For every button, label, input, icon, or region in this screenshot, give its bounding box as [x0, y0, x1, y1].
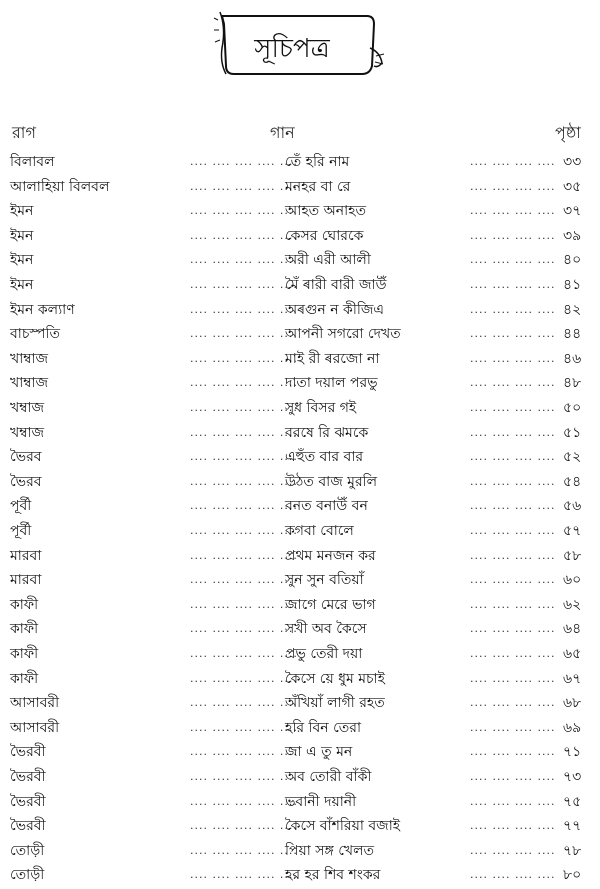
- page-number: ৬২: [563, 596, 582, 613]
- leader-dots: .... .... .... .... ....: [190, 597, 298, 611]
- column-header-page: পৃষ্ঠা: [555, 123, 581, 142]
- list-item: [0, 347, 600, 371]
- raga-name: আসাবরী: [10, 695, 60, 712]
- leader-dots: .... .... .... ....: [470, 228, 556, 242]
- leader-dots: .... .... .... .... ....: [190, 770, 298, 783]
- page-number: ৭৩: [563, 769, 582, 785]
- song-title: তেঁ হরি নাম: [285, 154, 350, 170]
- raga-name: কাফী: [10, 596, 39, 613]
- list-item: [0, 421, 600, 445]
- raga-name: ইমন: [10, 252, 34, 269]
- leader-dots: .... .... .... .... ....: [190, 794, 298, 808]
- list-item: [0, 470, 600, 494]
- song-title: সুধ বিসর গই: [285, 400, 357, 416]
- page-number: ৪৮: [563, 375, 582, 392]
- title-frame: [212, 8, 382, 78]
- list-item: [0, 716, 600, 740]
- list-item: [0, 175, 600, 199]
- raga-name: খাম্বাজ: [10, 350, 49, 367]
- leader-dots: .... .... .... .... ....: [190, 179, 298, 193]
- list-item: [0, 593, 600, 617]
- page-number: ৬৫: [563, 646, 582, 662]
- song-title: দাতা দয়াল পরভু: [285, 375, 378, 392]
- leader-dots: .... .... .... ....: [470, 720, 556, 734]
- page-number: ৬৭: [563, 670, 582, 687]
- raga-name: আলাহিয়া বিলবল: [10, 178, 110, 195]
- song-title: আপনী সগরো দেখত: [285, 326, 401, 343]
- list-item: [0, 863, 600, 887]
- raga-name: মারবা: [10, 572, 42, 589]
- page-number: ৪৬: [563, 350, 582, 367]
- raga-name: ভৈরব: [10, 473, 42, 490]
- leader-dots: .... .... .... ....: [470, 425, 556, 439]
- song-title: হরি বিন তেরা: [285, 719, 362, 736]
- list-item: [0, 814, 600, 838]
- page-number: ৪০: [563, 252, 582, 269]
- leader-dots: .... .... .... ....: [470, 548, 556, 562]
- leader-dots: .... .... .... .... ....: [190, 376, 298, 390]
- leader-dots: .... .... .... ....: [470, 819, 556, 833]
- raga-name: আসাবরী: [10, 719, 60, 736]
- leader-dots: .... .... .... ....: [470, 450, 556, 464]
- leader-dots: .... .... .... ....: [470, 696, 556, 710]
- leader-dots: .... .... .... ....: [470, 647, 556, 660]
- leader-dots: .... .... .... ....: [470, 671, 556, 685]
- list-item: [0, 790, 600, 814]
- page-number: ৫২: [563, 449, 582, 466]
- song-title: অঁখিয়াঁ লাগী রহত: [285, 695, 385, 712]
- list-item: [0, 199, 600, 223]
- list-item: [0, 667, 600, 691]
- page-number: ৭১: [563, 744, 582, 761]
- song-title: জা এ তু মন: [285, 744, 353, 761]
- leader-dots: .... .... .... ....: [470, 351, 556, 365]
- leader-dots: .... .... .... ....: [470, 622, 556, 636]
- leader-dots: .... .... .... ....: [470, 843, 556, 857]
- page-title: সূচিপত্র: [254, 34, 330, 64]
- raga-name: ভৈরব: [10, 449, 42, 466]
- list-item: [0, 371, 600, 395]
- column-header-song: গান: [270, 123, 295, 142]
- song-title: বরষে রি ঝমকে: [285, 424, 369, 441]
- song-title: মনহর বা রে: [285, 178, 351, 195]
- page-number: ৫৬: [563, 498, 582, 515]
- leader-dots: .... .... .... .... ....: [190, 622, 298, 636]
- song-title: সখী অব কৈসে: [285, 621, 367, 638]
- page-number: ৪১: [563, 277, 582, 293]
- page-number: ৬৮: [563, 695, 582, 712]
- list-item: [0, 273, 600, 297]
- leader-dots: .... .... .... .... ....: [190, 868, 298, 882]
- song-title: উঠত বাজ মুরলি: [285, 473, 378, 490]
- page-number: ৬৯: [563, 719, 582, 736]
- raga-name: বিলাবল: [10, 154, 55, 170]
- song-title: পিয়া সঙ্গ খেলত: [285, 842, 375, 859]
- list-item: [0, 298, 600, 322]
- leader-dots: .... .... .... ....: [470, 253, 556, 267]
- leader-dots: .... .... .... ....: [470, 499, 556, 513]
- page-number: ৪৪: [563, 326, 582, 343]
- leader-dots: .... .... .... ....: [470, 524, 556, 537]
- raga-name: কাফী: [10, 621, 39, 638]
- song-title: সুন সুন বতিয়াঁ: [285, 572, 364, 589]
- leader-dots: .... .... .... .... ....: [190, 499, 298, 513]
- list-item: [0, 322, 600, 346]
- page-number: ৮০: [563, 867, 582, 884]
- leader-dots: .... .... .... ....: [470, 597, 556, 611]
- list-item: [0, 445, 600, 469]
- leader-dots: .... .... .... .... ....: [190, 474, 298, 488]
- song-title: মৈঁ ৰারী বারী জাউঁ: [285, 277, 387, 293]
- raga-name: ইমন: [10, 227, 34, 244]
- leader-dots: .... .... .... .... ....: [190, 450, 298, 464]
- leader-dots: .... .... .... ....: [470, 794, 556, 808]
- page-number: ৬০: [563, 572, 582, 589]
- leader-dots: .... .... .... .... ....: [190, 745, 298, 759]
- page-number: ৫৭: [563, 523, 582, 539]
- list-item: [0, 740, 600, 764]
- leader-dots: .... .... .... ....: [470, 204, 556, 218]
- column-header-raga: রাগ: [12, 123, 36, 142]
- page-number: ৫৪: [563, 473, 582, 490]
- leader-dots: .... .... .... .... ....: [190, 155, 298, 168]
- page-number: ৭৮: [563, 842, 582, 859]
- leader-dots: .... .... .... ....: [470, 376, 556, 390]
- raga-name: খাম্বাজ: [10, 375, 49, 392]
- song-title: অরী এরী আলী: [285, 252, 371, 269]
- raga-name: ভৈরবী: [10, 818, 46, 835]
- song-title: কেসর ঘোরকে: [285, 227, 364, 244]
- page-number: ৩৩: [563, 154, 582, 170]
- page-number: ৩৭: [563, 203, 582, 220]
- page-number: ৭৭: [563, 818, 582, 835]
- list-item: [0, 691, 600, 715]
- leader-dots: .... .... .... ....: [470, 155, 556, 168]
- list-item: [0, 765, 600, 789]
- leader-dots: .... .... .... .... ....: [190, 548, 298, 562]
- raga-name: ভৈরবী: [10, 744, 46, 761]
- song-title: কৈসে বাঁশরিয়া বজাই: [285, 818, 401, 835]
- leader-dots: .... .... .... .... ....: [190, 204, 298, 218]
- song-title: মাই রী ৰরজো না: [285, 350, 380, 367]
- leader-dots: .... .... .... .... ....: [190, 327, 298, 341]
- leader-dots: .... .... .... .... ....: [190, 647, 298, 660]
- song-title: অৰগুন ন কীজিএ: [285, 301, 385, 318]
- list-item: [0, 839, 600, 863]
- leader-dots: .... .... .... ....: [470, 327, 556, 341]
- leader-dots: .... .... .... .... ....: [190, 671, 298, 685]
- raga-name: ভৈরবী: [10, 793, 46, 810]
- list-item: [0, 568, 600, 592]
- leader-dots: .... .... .... .... ....: [190, 401, 298, 414]
- raga-name: কাফী: [10, 646, 39, 662]
- song-title: হর হর শিব শংকর: [285, 867, 381, 884]
- leader-dots: .... .... .... .... ....: [190, 720, 298, 734]
- list-item: [0, 248, 600, 272]
- list-item: [0, 494, 600, 518]
- leader-dots: .... .... .... ....: [470, 179, 556, 193]
- raga-name: কাফী: [10, 670, 39, 687]
- leader-dots: .... .... .... .... ....: [190, 351, 298, 365]
- leader-dots: .... .... .... .... ....: [190, 573, 298, 587]
- raga-name: ইমন: [10, 203, 34, 220]
- list-item: [0, 544, 600, 568]
- leader-dots: .... .... .... ....: [470, 401, 556, 414]
- raga-name: খম্বাজ: [10, 424, 45, 441]
- song-title: কৈসে য়ে ধুম মচাই: [285, 670, 385, 687]
- page-number: ৫৮: [563, 547, 582, 564]
- leader-dots: .... .... .... .... ....: [190, 278, 298, 291]
- page-number: ৪২: [563, 301, 582, 318]
- raga-name: মারবা: [10, 547, 42, 564]
- page-number: ৫০: [563, 400, 582, 416]
- leader-dots: .... .... .... ....: [470, 770, 556, 783]
- leader-dots: .... .... .... .... ....: [190, 425, 298, 439]
- leader-dots: .... .... .... .... ....: [190, 302, 298, 316]
- list-item: [0, 150, 600, 174]
- song-title: জাগে মেরে ভাগ: [285, 596, 376, 613]
- raga-name: খম্বাজ: [10, 400, 45, 416]
- leader-dots: .... .... .... ....: [470, 745, 556, 759]
- leader-dots: .... .... .... ....: [470, 573, 556, 587]
- leader-dots: .... .... .... .... ....: [190, 228, 298, 242]
- song-title: এহুঁত বার বার: [285, 449, 364, 466]
- raga-name: বাচস্পতি: [10, 326, 60, 343]
- leader-dots: .... .... .... .... ....: [190, 819, 298, 833]
- list-item: [0, 224, 600, 248]
- song-title: আহত অনাহত: [285, 203, 367, 220]
- list-item: [0, 519, 600, 543]
- raga-name: ইমন কল্যাণ: [10, 301, 75, 318]
- page-number: ৬৪: [563, 621, 582, 638]
- leader-dots: .... .... .... .... ....: [190, 253, 298, 267]
- list-item: [0, 642, 600, 666]
- leader-dots: .... .... .... .... ....: [190, 843, 298, 857]
- leader-dots: .... .... .... ....: [470, 302, 556, 316]
- song-title: প্রথম মনজন কর: [285, 547, 376, 564]
- leader-dots: .... .... .... ....: [470, 868, 556, 882]
- raga-name: পূর্বী: [10, 498, 32, 515]
- list-item: [0, 617, 600, 641]
- song-title: প্রভু তেরী দয়া: [285, 646, 363, 662]
- page-number: ৩৯: [563, 227, 582, 244]
- raga-name: তোড়ী: [10, 842, 45, 859]
- leader-dots: .... .... .... .... ....: [190, 696, 298, 710]
- raga-name: ভৈরবী: [10, 769, 46, 785]
- list-item: [0, 396, 600, 420]
- page-number: ৫১: [563, 424, 582, 441]
- leader-dots: .... .... .... ....: [470, 474, 556, 488]
- song-title: কগবা বোলে: [285, 523, 354, 539]
- page-number: ৭৫: [563, 793, 582, 810]
- leader-dots: .... .... .... ....: [470, 278, 556, 291]
- song-title: বনত বনাউঁ বন: [285, 498, 368, 515]
- raga-name: পূর্বী: [10, 523, 32, 539]
- page-number: ৩৫: [563, 178, 582, 195]
- song-title: অব তোরী বাঁকী: [285, 769, 372, 785]
- song-title: ভবানী দয়ানী: [285, 793, 357, 810]
- leader-dots: .... .... .... .... ....: [190, 524, 298, 537]
- raga-name: ইমন: [10, 277, 34, 293]
- raga-name: তোড়ী: [10, 867, 45, 884]
